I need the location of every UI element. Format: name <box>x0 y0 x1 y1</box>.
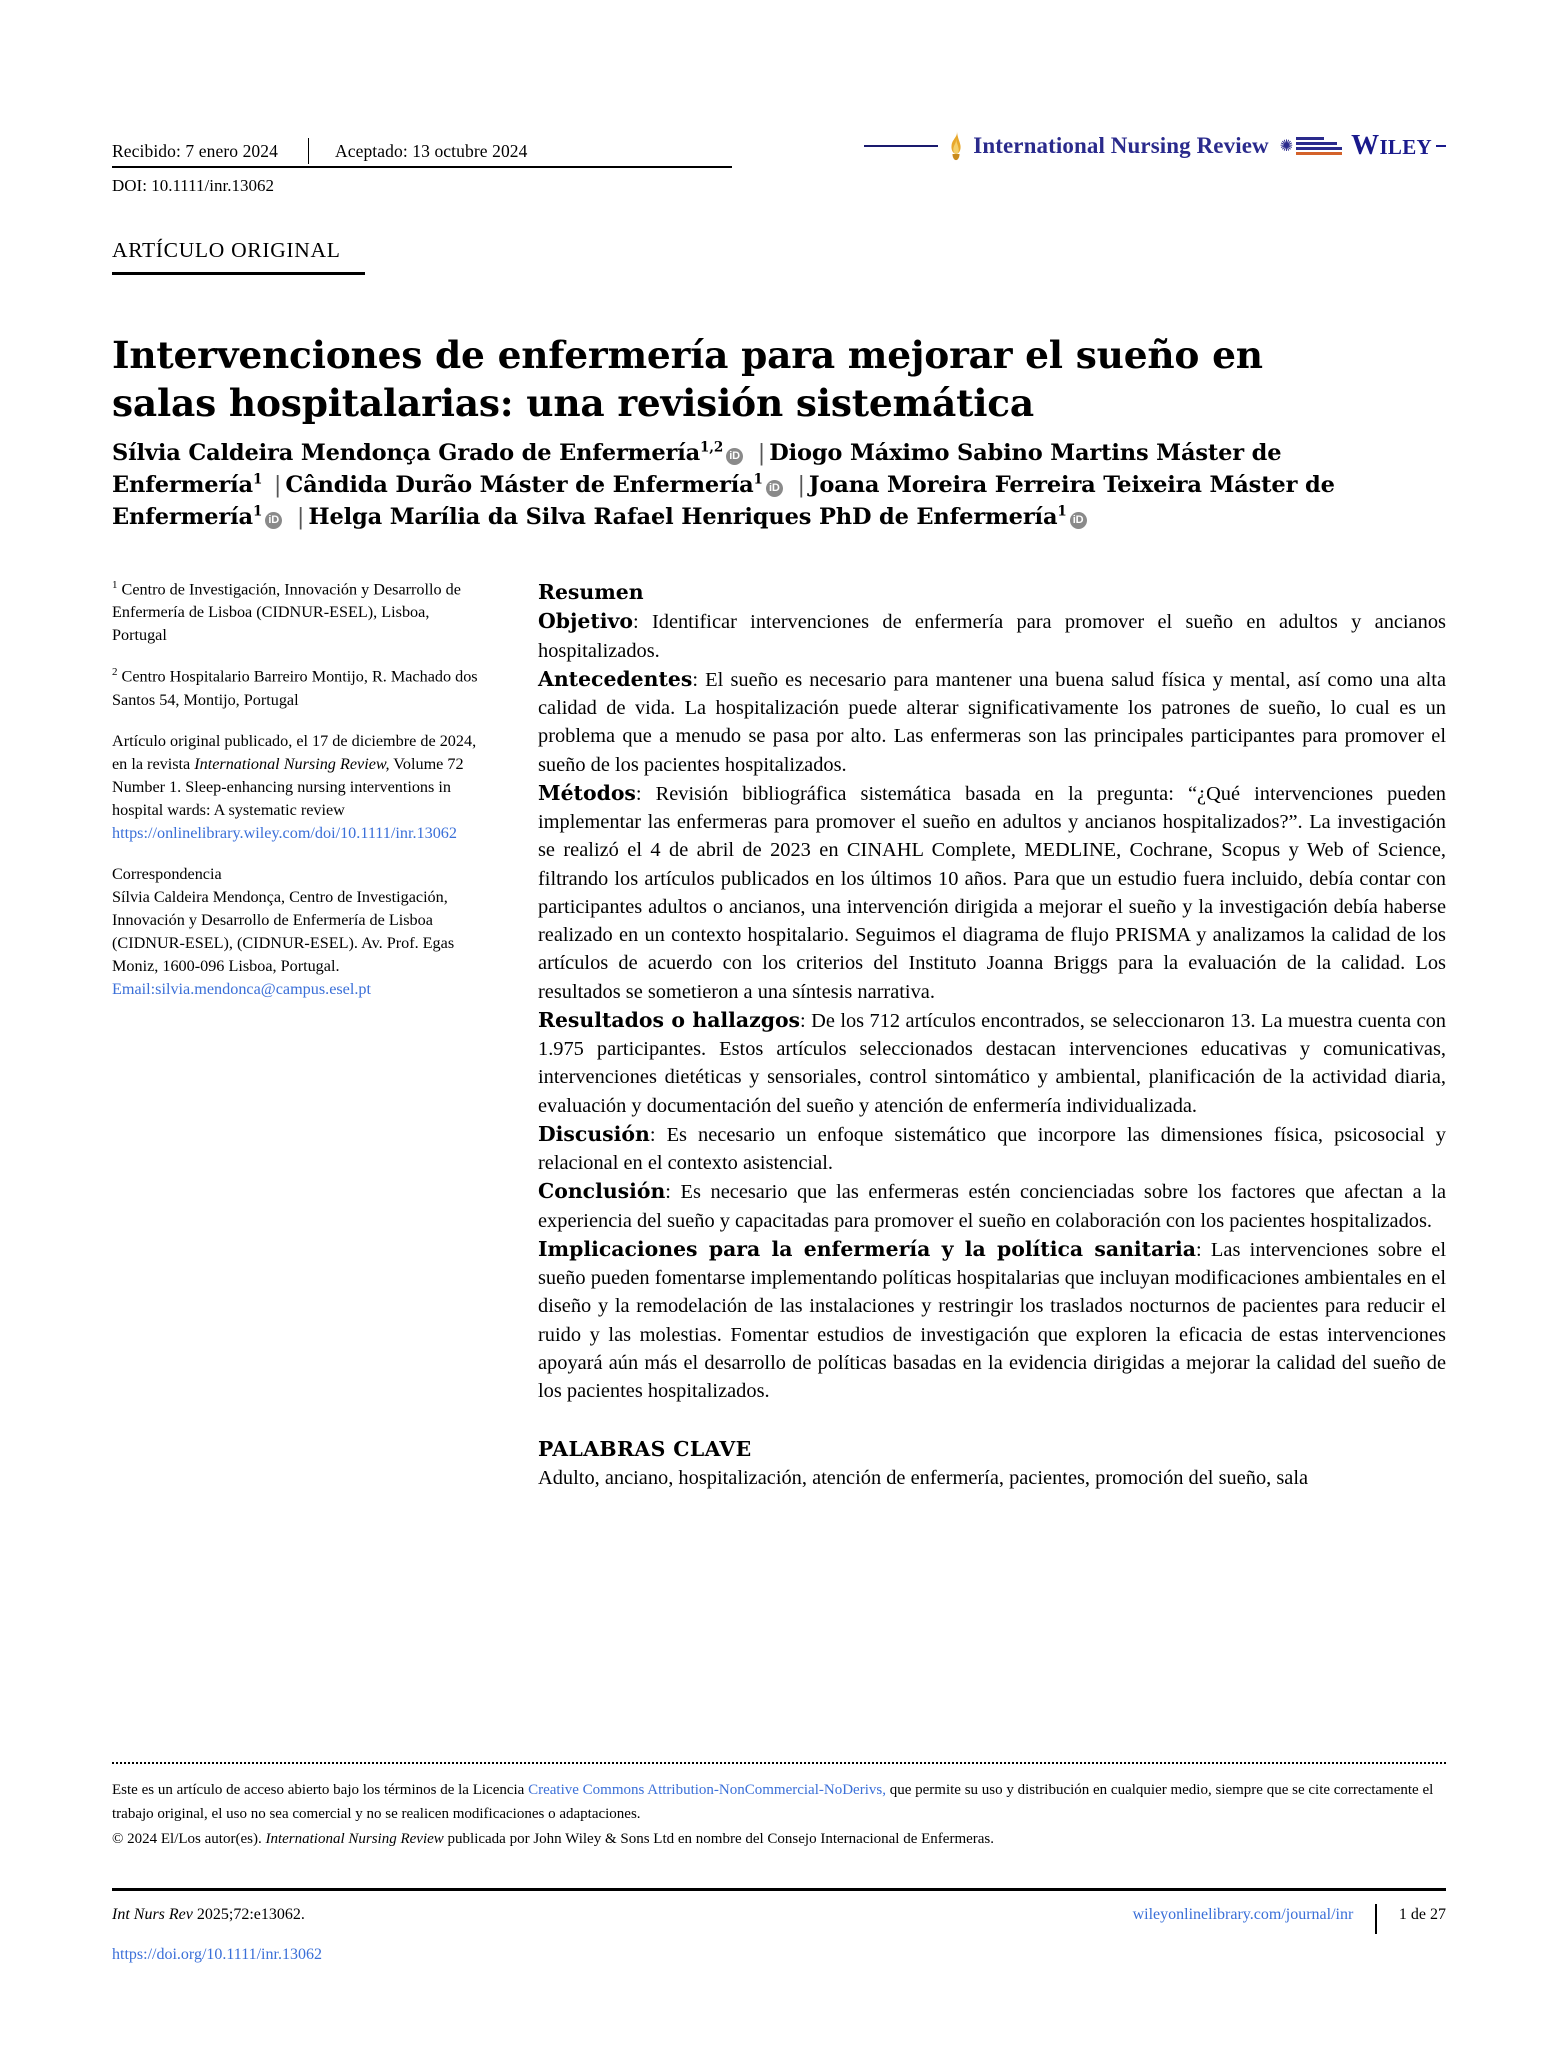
abstract-section-text: : Revisión bibliográfica sistemática basada en la pregunta: “¿Qué intervenciones pueden implementar las enfermeras para promover el sueño en adultos y ancianos hospitalizados?”. La investigación se realizó el 4 de abril de 2023 en CINAHL Complete, MEDLINE, Cochrane, Scopus y Web of Science, filtrando los artículos publicados en los últimos 10 años. Para que un estudio fuera incluido, debía contar con participantes adultos o ancianos, una intervención dirigida a mejorar el sueño y la investigación debía haberse realizado en un contexto hospitalario. Seguimos el diagrama de flujo PRISMA y analizamos la calidad de los artículos de acuerdo con los criterios del Instituto Joanna Briggs para la evaluación de la calidad. Los resultados se sometieron a una síntesis narrativa. <box>538 782 1446 1003</box>
wiley-dash <box>1436 145 1446 147</box>
author-separator: | <box>296 503 305 530</box>
author-separator: | <box>757 440 766 466</box>
abstract-section <box>538 779 1446 1006</box>
license-divider <box>112 1762 1446 1764</box>
creative-commons-link[interactable]: Creative Commons Attribution-NonCommercial-NoDerivs, <box>528 1782 886 1798</box>
page-footer <box>112 1900 1446 1964</box>
author-name: Sílvia Caldeira Mendonça Grado de Enfermería <box>112 440 701 466</box>
keywords-heading: PALABRAS CLAVE <box>538 1437 752 1462</box>
correspondence-heading: Correspondencia <box>112 864 222 883</box>
abstract-section-label: Implicaciones para la enfermería y la política sanitaria <box>538 1236 1196 1261</box>
journal-branding <box>864 130 1446 162</box>
journal-title: International Nursing Review <box>973 133 1269 158</box>
abstract-heading: Resumen <box>538 580 644 604</box>
author-affiliation-marker: 1 <box>1057 503 1067 520</box>
license-text-pre: Este es un artículo de acceso abierto bajo los términos de la Licencia <box>112 1782 529 1798</box>
page-title: Intervenciones de enfermería para mejorar el sueño en salas hospitalarias: una revisión sistemática <box>112 333 1263 426</box>
author-affiliation-marker: 1 <box>252 471 263 488</box>
affiliation-marker: 2 <box>112 666 118 679</box>
abstract-section-label: Métodos <box>538 780 636 805</box>
abstract-section-text: : Es necesario un enfoque sistemático que incorpore las dimensiones física, psicosocial y relacional en el contexto asistencial. <box>538 1123 1446 1174</box>
sidebar-metadata <box>112 578 484 1019</box>
author-affiliation-marker: 1,2 <box>700 439 724 456</box>
author-list <box>112 438 1342 534</box>
abstract-section-label: Objetivo <box>538 609 633 634</box>
author-name: Joana Moreira Ferreira Teixeira Máster de Enfermería <box>112 471 1335 530</box>
footer-doi-link[interactable]: https://doi.org/10.1111/inr.13062 <box>112 1946 322 1963</box>
publisher-wordmark: WILEY <box>1351 130 1446 162</box>
page-number: 1 de 27 <box>1398 1906 1446 1923</box>
abstract-section <box>538 578 1446 1492</box>
abstract-section-label: Discusión <box>538 1121 650 1146</box>
author-affiliation-marker: 1 <box>753 471 763 488</box>
abstract-section-text: : Identificar intervenciones de enfermería para promover el sueño en adultos y ancianos hospitalizados. <box>538 611 1446 662</box>
abstract-section-text: : De los 712 artículos encontrados, se seleccionaron 13. La muestra cuenta con 1.975 participantes. Estos artículos seleccionados destacan intervenciones educativas y comunicativas, intervenciones dietéticas y sensoriales, control sintomático y ambiental, planificación de la actividad diaria, evaluación y documentación del sueño y atención de enfermería individualizada. <box>538 1009 1446 1117</box>
affiliation-text: Centro de Investigación, Innovación y Desarrollo de Enfermería de Lisboa (CIDNUR-ESEL), Lisboa, Portugal <box>112 580 461 645</box>
date-block <box>112 138 528 164</box>
article-type: ARTÍCULO ORIGINAL <box>112 238 341 262</box>
license-block <box>112 1778 1452 1851</box>
brand-lead-rule <box>864 145 938 147</box>
author-separator: | <box>797 471 805 498</box>
keywords-text: Adulto, anciano, hospitalización, atención de enfermería, pacientes, promoción del sueño, sala <box>538 1466 1309 1489</box>
footer-rule <box>112 1888 1446 1891</box>
abstract-section-text: : Es necesario que las enfermeras estén concienciadas sobre los factores que afectan a la experiencia del sueño y capacitadas para promover el sueño en colaboración con los pacientes hospitalizados. <box>538 1181 1446 1232</box>
orcid-icon[interactable]: iD <box>265 512 282 529</box>
doi-line: DOI: 10.1111/inr.13062 <box>112 176 274 195</box>
abstract-section <box>538 665 1446 779</box>
journal-site-link[interactable]: wileyonlinelibrary.com/journal/inr <box>1132 1906 1354 1923</box>
page-header <box>112 132 1446 164</box>
publication-note-journal: International Nursing Review, <box>194 754 390 773</box>
flame-icon <box>947 131 965 161</box>
accepted-date: Aceptado: 13 octubre 2024 <box>334 140 528 161</box>
publication-note-link[interactable]: https://onlinelibrary.wiley.com/doi/10.1111/inr.13062 <box>112 823 457 842</box>
footer-divider <box>1375 1904 1377 1934</box>
abstract-section-text: : El sueño es necesario para mantener una buena salud física y mental, así como una alta calidad de vida. La hospitalización puede alterar significativamente los patrones de sueño, lo cual es un problema que a menudo se pasa por alto. Las enfermeras son las principales participantes para promover el sueño de los pacientes hospitalizados. <box>538 668 1446 776</box>
abstract-section-label: Resultados o hallazgos <box>538 1007 801 1032</box>
abstract-section-label: Conclusión <box>538 1179 666 1204</box>
author-separator: | <box>273 471 282 498</box>
abstract-section <box>538 607 1446 665</box>
received-date: Recibido: 7 enero 2024 <box>112 140 278 161</box>
abstract-section-text: : Las intervenciones sobre el sueño pueden fomentarse implementando políticas hospitalarias que incluyan modificaciones ambientales en el diseño y la remodelación de las instalaciones y restringir los traslados nocturnos de pacientes para reducir el ruido y las molestias. Fomentar estudios de investigación que exploren la eficacia de estas intervenciones apoyará aún más el desarrollo de políticas basadas en la evidencia dirigidas a mejorar la calidad del sueño de los pacientes hospitalizados. <box>538 1238 1447 1402</box>
publication-note <box>112 730 484 845</box>
footer-citation: Int Nurs Rev 2025;72:e13062. <box>112 1906 305 1923</box>
footer-right <box>1133 1900 1446 1930</box>
abstract-section <box>538 1177 1446 1235</box>
abstract-section <box>538 1235 1446 1406</box>
affiliation-1 <box>112 578 484 647</box>
affiliation-2 <box>112 665 484 711</box>
author-affiliation-marker: 1 <box>252 503 263 520</box>
correspondence-body: Sílvia Caldeira Mendonça, Centro de Investigación, Innovación y Desarrollo de Enfermería de Lisboa (CIDNUR-ESEL), (CIDNUR-ESEL). Av. Prof. Egas Moniz, 1600-096 Lisboa, Portugal. <box>112 887 455 975</box>
orcid-icon[interactable]: iD <box>1070 512 1087 529</box>
correspondence-email-link[interactable]: Email:silvia.mendonca@campus.esel.pt <box>112 979 371 998</box>
publication-note-part1: Artículo original publicado, el 17 de diciembre de 2024, en la revista <box>112 731 477 773</box>
correspondence-block <box>112 863 484 1001</box>
abstract-section-label: Antecedentes <box>538 666 693 691</box>
author-name: Diogo Máximo Sabino Martins Máster de Enfermería <box>112 440 1282 498</box>
author-name: Cândida Durão Máster de Enfermería <box>285 471 754 498</box>
license-text-post: que permite su uso y distribución en cualquier medio, siempre que se cite correctamente el trabajo original, el uso no sea comercial y no se realicen modificaciones o adaptaciones. <box>112 1782 1434 1823</box>
icn-logo <box>1280 136 1342 156</box>
copyright-line: © 2024 El/Los autor(es). International Nursing Review publicada por John Wiley & Sons Ltd en nombre del Consejo Internacional de Enfermeras. <box>112 1830 995 1847</box>
bird-icon: ✺ <box>1279 138 1294 155</box>
orcid-icon[interactable]: iD <box>766 480 783 497</box>
affiliation-marker: 1 <box>112 579 118 591</box>
article-type-rule <box>112 272 365 275</box>
icn-lines-icon <box>1296 137 1342 155</box>
publication-note-part2: Volume 72 Number 1. Sleep-enhancing nursing interventions in hospital wards: A systematic review <box>112 754 464 819</box>
abstract-section <box>538 1120 1446 1178</box>
abstract-section <box>538 1006 1446 1120</box>
abstract-body <box>538 607 1446 1405</box>
orcid-icon[interactable]: iD <box>726 448 743 465</box>
author-name: Helga Marília da Silva Rafael Henriques PhD de Enfermería <box>308 503 1058 530</box>
date-divider <box>308 138 309 164</box>
affiliation-text: Centro Hospitalario Barreiro Montijo, R. Machado dos Santos 54, Montijo, Portugal <box>112 667 478 709</box>
header-rule <box>112 166 732 168</box>
